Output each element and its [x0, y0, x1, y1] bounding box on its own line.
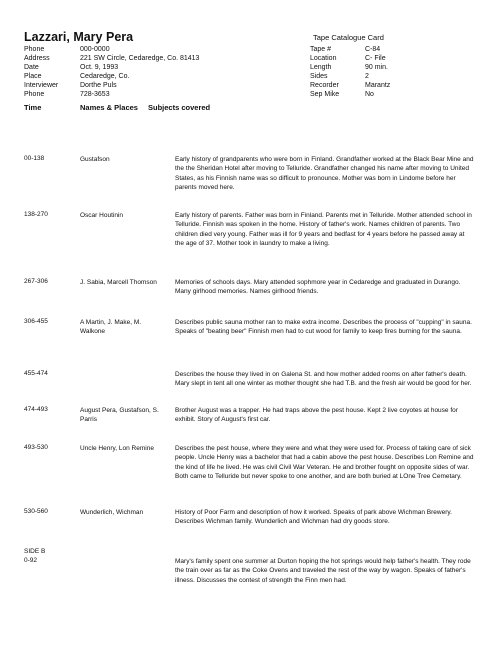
field-label-location: Location — [310, 55, 337, 62]
entry-time: 455-474 — [24, 370, 48, 377]
entry-names: J. Sabia, Marcell Thomson — [80, 279, 157, 286]
side-b-time: 0-92 — [24, 557, 38, 564]
field-value-interviewer: Dorthe Puls — [80, 82, 117, 89]
field-label-tape: Tape # — [310, 46, 332, 53]
field-label-sides: Sides — [310, 73, 328, 80]
field-value-date: Oct. 9, 1993 — [80, 64, 119, 71]
entry-names: Gustafson — [80, 156, 110, 163]
entry-subjects: Brother August was a trapper. He had traps above the pest house. Kept 2 live coyotes at house for exhibit. Story of August's first car. — [175, 407, 458, 424]
entry-time: 00-138 — [24, 155, 45, 162]
entry-time: 474-493 — [24, 406, 48, 413]
field-label-phone: Phone — [24, 46, 45, 53]
entry-names: A Martin, J. Make, M. Walkone — [80, 319, 142, 335]
entry-time: 306-455 — [24, 318, 48, 325]
field-value-address: 221 SW Circle, Cedaredge, Co. 81413 — [80, 55, 200, 62]
entry-subjects: Describes the house they lived in on Galena St. and how mother added rooms on after father's death. Mary slept in tent all one winter as mother thought she had T.B. and the fresh air would be good for her. — [175, 371, 472, 388]
field-value-length: 90 min. — [365, 64, 388, 71]
document-type: Tape Catalogue Card — [313, 33, 384, 42]
entry-time: 267-306 — [24, 278, 48, 285]
field-label-address: Address — [24, 55, 50, 62]
field-value-tape: C-84 — [365, 46, 381, 53]
entry-subjects: Early history of grandparents who were born in Finland. Grandfather worked at the Black Bear Mine and the the Sheridan Hotel after moving to Telluride. Grandfather changed his name after moving to United States, as his Finnish name was so difficult to pronounce. Mother was born in Lindome before her parents moved here. — [175, 156, 474, 191]
entry-names: Uncle Henry, Lon Remine — [80, 445, 154, 452]
entry-names: Oscar Houtinin — [80, 212, 123, 219]
column-header-subjects: Subjects covered — [148, 103, 211, 112]
interviewee-name: Lazzari, Mary Pera — [24, 30, 134, 44]
column-header-time: Time — [24, 103, 42, 112]
field-value-location: C- File — [365, 55, 386, 62]
entry-names: August Pera, Gustafson, S. Parris — [80, 407, 159, 423]
field-value-place: Cedaredge, Co. — [80, 73, 130, 80]
entry-time: 138-270 — [24, 211, 48, 218]
field-label-interviewer: Interviewer — [24, 82, 59, 89]
entry-subjects: Early history of parents. Father was born in Finland. Parents met in Telluride. Mother attended school in Telluride. Finnish was spoken in the home. History of father's work. Names children of parents. Two children died very young. Father was ill for 9 years and bedfast for 4 years before he passed away at the age of 37. Mother took in laundry to make a living. — [175, 212, 472, 247]
entry-subjects: Describes the pest house, where they were and what they were used for. Process of taking care of sick people. Uncle Henry was a bachelor that had a cabin above the pest house. Describes Lon Remine and the kind of life he lived. He was civil Civil War Veteran. He and brother fought on opposite sides of war. Both came to Telluride but never spoke to one another, and are both buried at LOne Tree Cemetary. — [175, 445, 474, 480]
field-value-interviewer-phone: 728-3653 — [80, 91, 110, 98]
field-label-sep-mike: Sep Mike — [310, 91, 340, 98]
field-value-sep-mike: No — [365, 91, 374, 98]
side-b-subjects: Mary's family spent one summer at Durton hoping the hot springs would help father's health. They rode the train over as far as the Coke Ovens and traveled the rest of the way by wagon. Speaks of father's illness. Discusses the contest of strength the Finn men had. — [175, 558, 471, 584]
field-value-phone: 000-0000 — [80, 46, 110, 53]
field-value-recorder: Marantz — [365, 82, 391, 89]
side-b-label: SIDE B — [24, 548, 46, 555]
field-value-sides: 2 — [365, 73, 369, 80]
entry-names: Wunderlich, Wichman — [80, 509, 144, 516]
column-header-names: Names & Places — [80, 103, 138, 112]
field-label-recorder: Recorder — [310, 82, 339, 89]
field-label-place: Place — [24, 73, 42, 80]
field-label-date: Date — [24, 64, 39, 71]
entry-subjects: Describes public sauna mother ran to make extra income. Describes the process of "cupping" in sauna. Speaks of "beating beer" Finnish men had to cut wood for family to keep fires burning for the sauna. — [175, 319, 472, 336]
entry-subjects: History of Poor Farm and description of how it worked. Speaks of park above Wichman Brewery. Describes Wichman family. Wunderlich and Wichman had dry goods store. — [175, 509, 452, 526]
entry-time: 530-560 — [24, 508, 48, 515]
entry-time: 493-530 — [24, 444, 48, 451]
field-label-length: Length — [310, 64, 332, 71]
entry-subjects: Memories of schools days. Mary attended sophmore year in Cedaredge and graduated in Durango. Many girlhood memories. Names girlhood friends. — [175, 279, 461, 296]
field-label-interviewer-phone: Phone — [24, 91, 45, 98]
